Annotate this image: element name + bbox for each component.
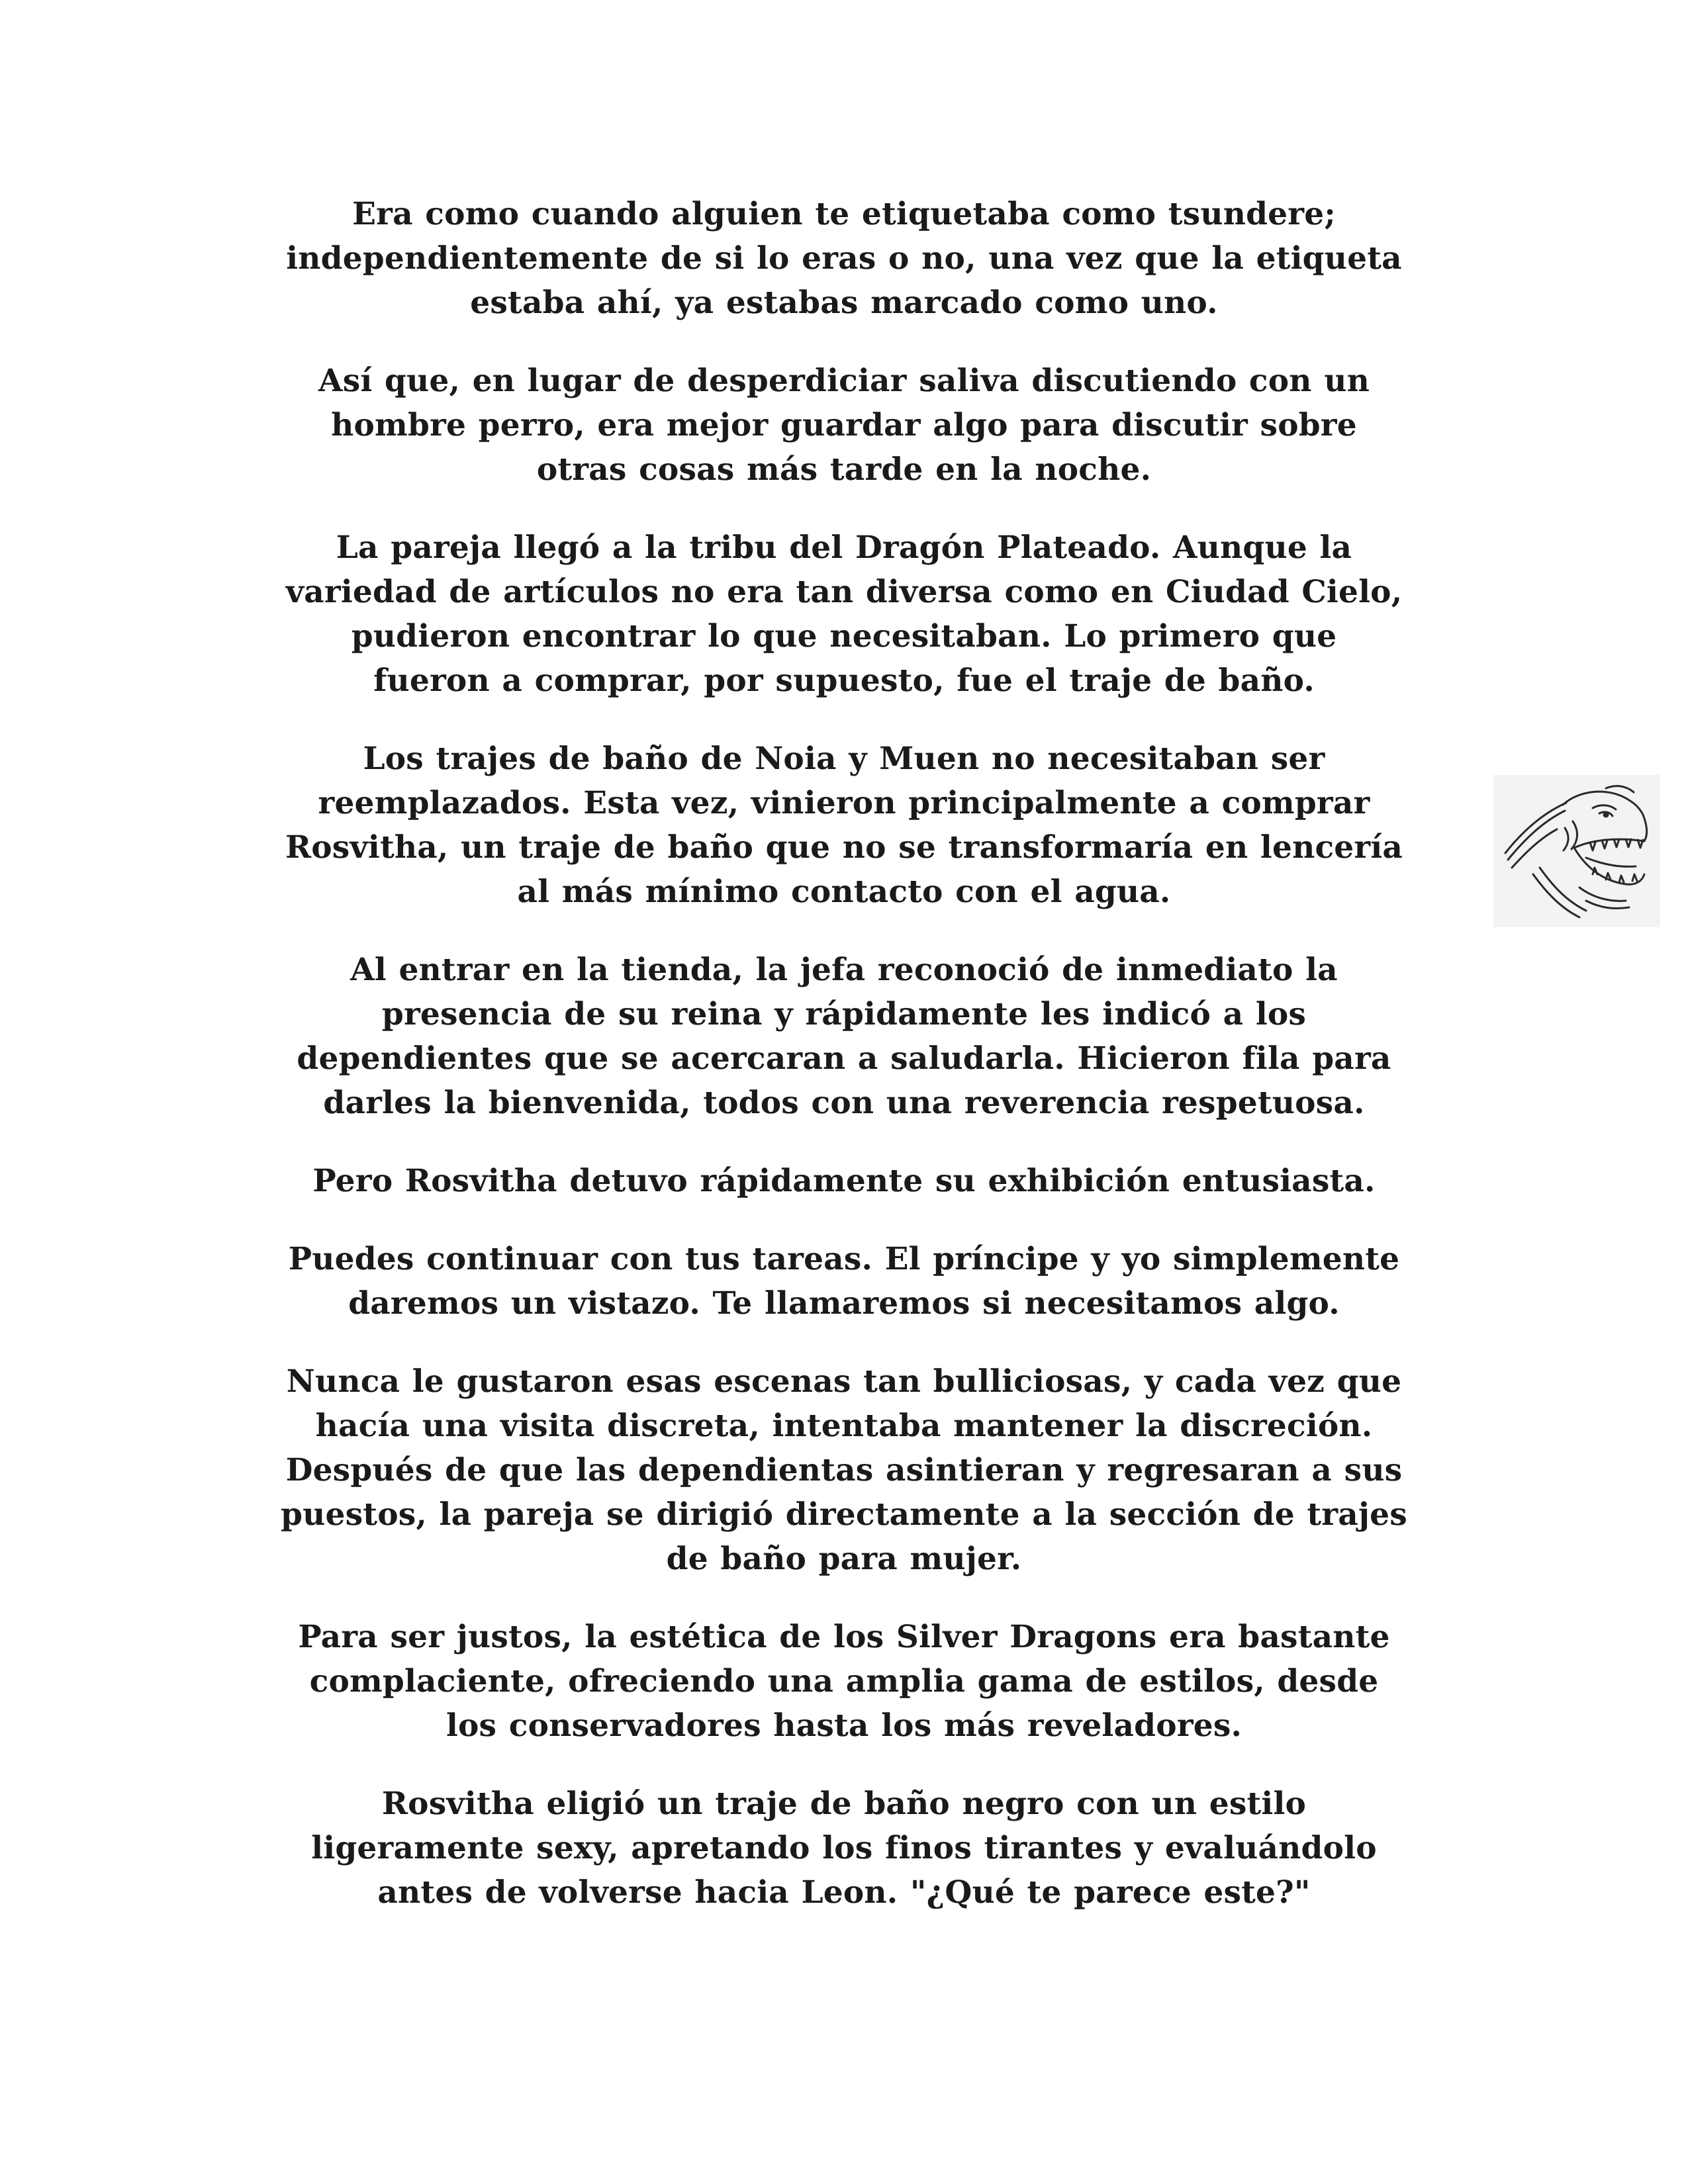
paragraph-3 xyxy=(199,525,1489,703)
text-line: reemplazados. Esta vez, vinieron principalmente a comprar xyxy=(318,785,1370,821)
text-line: variedad de artículos no era tan diversa como en Ciudad Cielo, xyxy=(285,574,1403,610)
text-line: Era como cuando alguien te etiquetaba como tsundere; xyxy=(352,196,1336,232)
paragraph-10 xyxy=(199,1782,1489,1915)
text-line: Rosvitha eligió un traje de baño negro con un estilo xyxy=(381,1786,1307,1822)
text-line: presencia de su reina y rápidamente les indicó a los xyxy=(381,996,1307,1032)
text-line: antes de volverse hacia Leon. "¿Qué te parece este?" xyxy=(377,1874,1311,1911)
text-line: complaciente, ofreciendo una amplia gama de estilos, desde xyxy=(309,1663,1379,1700)
text-line: Pero Rosvitha detuvo rápidamente su exhibición entusiasta. xyxy=(312,1163,1376,1199)
text-line: dependientes que se acercaran a saludarla. Hicieron fila para xyxy=(297,1040,1391,1077)
paragraph-2 xyxy=(199,359,1489,492)
text-line: Así que, en lugar de desperdiciar saliva discutiendo con un xyxy=(318,363,1370,399)
paragraph-5 xyxy=(199,948,1489,1125)
paragraph-4 xyxy=(199,737,1489,914)
text-line: Rosvitha, un traje de baño que no se transformaría en lencería xyxy=(285,829,1403,866)
page-body xyxy=(199,192,1489,1948)
text-line: de baño para mujer. xyxy=(666,1541,1022,1577)
text-line: Puedes continuar con tus tareas. El príncipe y yo simplemente xyxy=(288,1241,1400,1277)
text-line: otras cosas más tarde en la noche. xyxy=(536,451,1152,488)
text-line: fueron a comprar, por supuesto, fue el traje de baño. xyxy=(373,662,1315,699)
text-line: al más mínimo contacto con el agua. xyxy=(517,874,1171,910)
text-line: independientemente de si lo eras o no, una vez que la etiqueta xyxy=(286,240,1402,277)
text-line: Al entrar en la tienda, la jefa reconoció de inmediato la xyxy=(350,952,1338,988)
text-line: puestos, la pareja se dirigió directamente a la sección de trajes xyxy=(281,1496,1407,1533)
paragraph-7 xyxy=(199,1237,1489,1326)
paragraph-6 xyxy=(199,1159,1489,1203)
paragraph-1 xyxy=(199,192,1489,325)
text-line: pudieron encontrar lo que necesitaban. Lo primero que xyxy=(351,618,1337,655)
text-line: Para ser justos, la estética de los Silver Dragons era bastante xyxy=(298,1619,1390,1655)
text-line: hacía una visita discreta, intentaba mantener la discreción. xyxy=(315,1408,1373,1444)
text-line: los conservadores hasta los más reveladores. xyxy=(445,1707,1243,1744)
text-line: estaba ahí, ya estabas marcado como uno. xyxy=(470,285,1218,321)
dinosaur-head-sketch-icon xyxy=(1493,775,1660,927)
text-line: ligeramente sexy, apretando los finos tirantes y evaluándolo xyxy=(311,1830,1377,1866)
text-line: darles la bienvenida, todos con una reverencia respetuosa. xyxy=(323,1085,1365,1121)
text-line: daremos un vistazo. Te llamaremos si necesitamos algo. xyxy=(348,1285,1340,1322)
text-line: hombre perro, era mejor guardar algo para discutir sobre xyxy=(331,407,1357,443)
paragraph-8 xyxy=(199,1359,1489,1581)
text-line: La pareja llegó a la tribu del Dragón Plateado. Aunque la xyxy=(336,529,1352,566)
text-line: Después de que las dependientas asintieran y regresaran a sus xyxy=(285,1452,1403,1488)
text-line: Nunca le gustaron esas escenas tan bulliciosas, y cada vez que xyxy=(286,1363,1402,1400)
text-line: Los trajes de baño de Noia y Muen no necesitaban ser xyxy=(363,741,1325,777)
paragraph-9 xyxy=(199,1615,1489,1748)
